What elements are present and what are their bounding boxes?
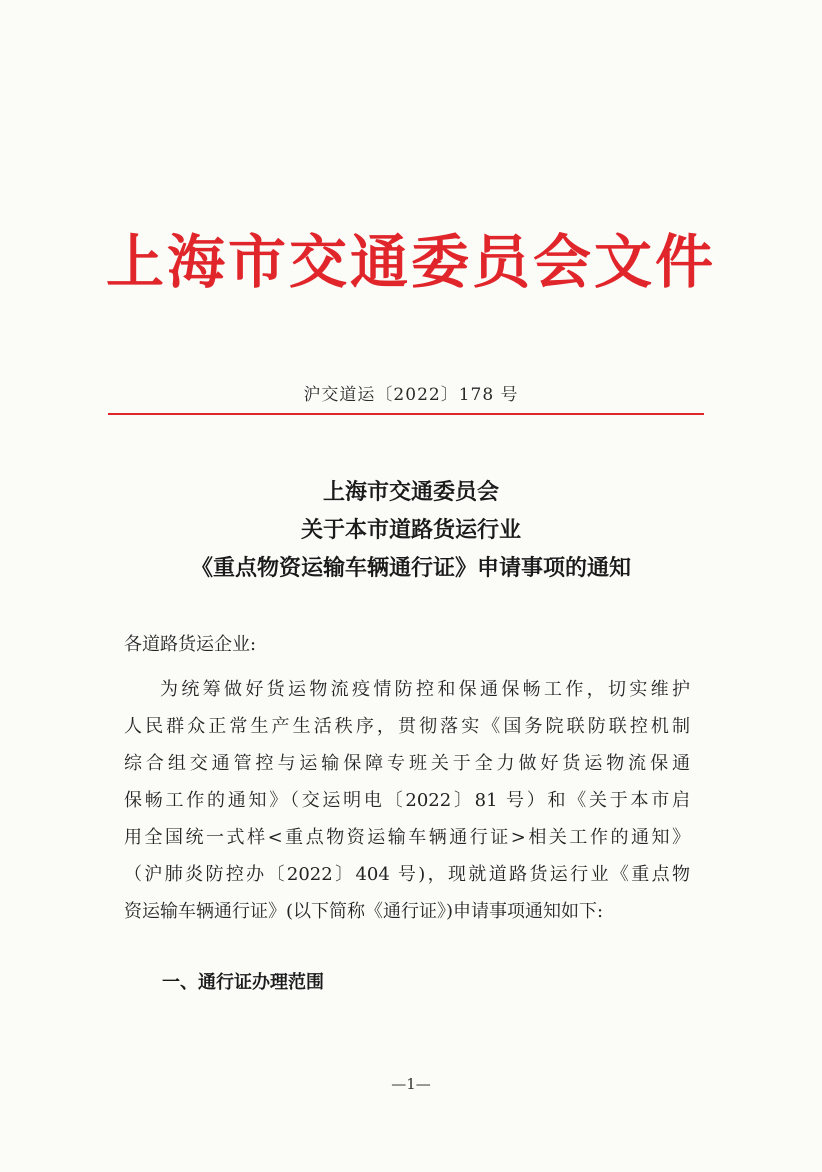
notice-title-line: 上海市交通委员会 — [322, 479, 499, 505]
section-heading: 一、通行证办理范围 — [162, 972, 324, 993]
paragraph-line: 保畅工作的通知》（交运明电〔2022〕81 号）和《关于本市启 — [124, 790, 690, 811]
paragraph-line: （沪肺炎防控办〔2022〕404 号)，现就道路货运行业《重点物 — [124, 864, 690, 885]
paragraph-line: 用全国统一式样<重点物资运输车辆通行证>相关工作的通知》 — [124, 827, 690, 848]
document-number: 沪交道运〔2022〕178 号 — [303, 385, 519, 405]
paragraph-line: 综合组交通管控与运输保障专班关于全力做好货运物流保通 — [124, 753, 690, 774]
body-paragraph — [124, 671, 690, 930]
notice-title-line: 关于本市道路货运行业 — [300, 517, 521, 543]
paragraph-line: 为统筹做好货运物流疫情防控和保通保畅工作，切实维护 — [160, 679, 690, 700]
page-number: —1— — [391, 1075, 431, 1093]
notice-title-line: 《重点物资运输车辆通行证》申请事项的通知 — [190, 555, 631, 581]
paragraph-line: 资运输车辆通行证》(以下简称《通行证》)申请事项通知如下: — [124, 901, 604, 922]
red-divider-line — [108, 413, 704, 415]
paragraph-line: 人民群众正常生产生活秩序，贯彻落实《国务院联防联控机制 — [124, 716, 690, 737]
salutation: 各道路货运企业: — [124, 634, 257, 655]
document-header-title: 上海市交通委员会文件 — [105, 228, 716, 296]
notice-title — [0, 473, 822, 587]
